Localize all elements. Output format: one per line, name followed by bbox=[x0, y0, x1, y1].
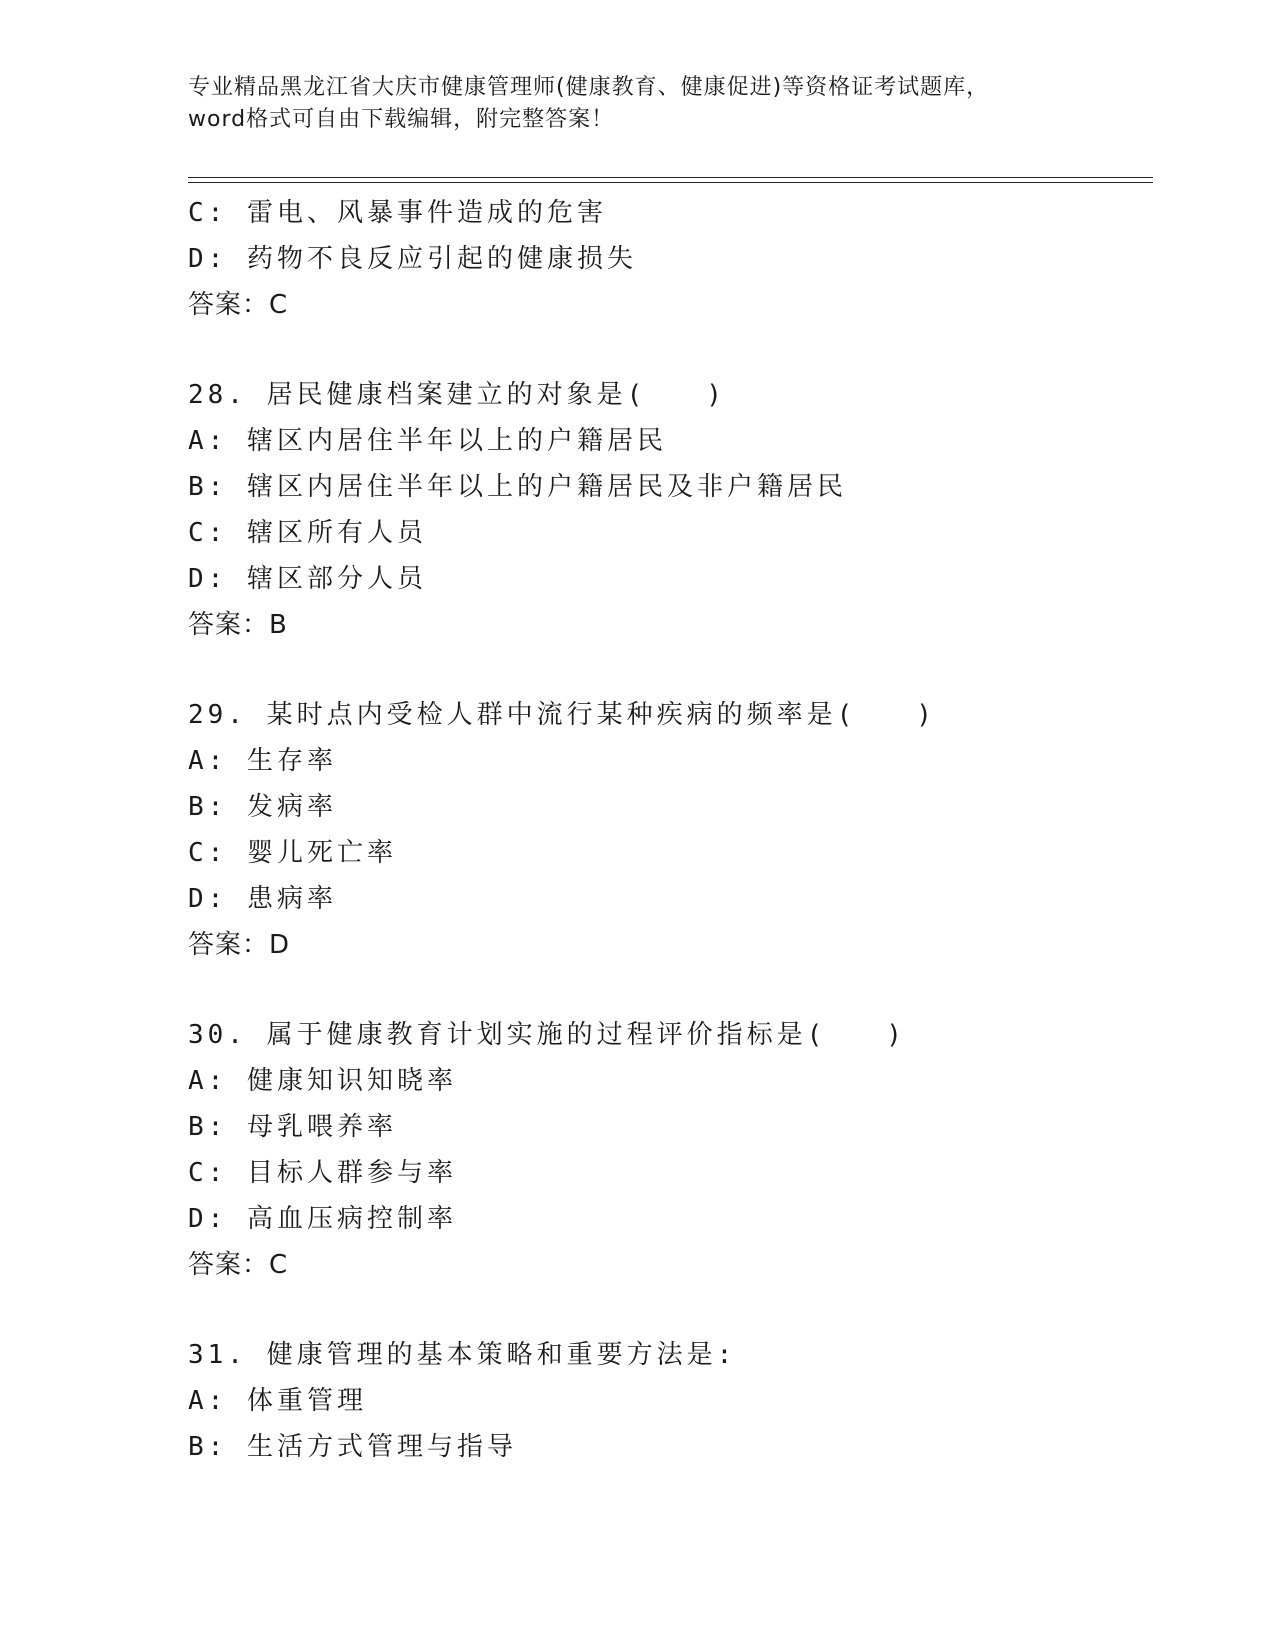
question-text: 31. 健康管理的基本策略和重要方法是: bbox=[188, 1340, 737, 1370]
option-c: C: 雷电、风暴事件造成的危害 bbox=[188, 198, 607, 228]
question-30 bbox=[188, 1012, 1148, 1288]
option-a: A: 辖区内居住半年以上的户籍居民 bbox=[188, 426, 667, 456]
option-a: A: 生存率 bbox=[188, 746, 337, 776]
option-b: B: 生活方式管理与指导 bbox=[188, 1432, 517, 1462]
answer-line: 答案：B bbox=[188, 610, 288, 640]
option-a: A: 体重管理 bbox=[188, 1386, 367, 1416]
header-title-line-2: word格式可自由下载编辑，附完整答案！ bbox=[188, 107, 615, 132]
question-list bbox=[188, 190, 1148, 1470]
option-d: D: 高血压病控制率 bbox=[188, 1204, 457, 1234]
option-b: B: 母乳喂养率 bbox=[188, 1112, 397, 1142]
header-divider-bottom bbox=[188, 182, 1153, 183]
spacer bbox=[188, 648, 1148, 692]
answer-line: 答案：C bbox=[188, 290, 289, 320]
question-31 bbox=[188, 1332, 1148, 1470]
option-c: C: 辖区所有人员 bbox=[188, 518, 427, 548]
option-d: D: 药物不良反应引起的健康损失 bbox=[188, 244, 637, 274]
spacer bbox=[188, 328, 1148, 372]
question-27-continued bbox=[188, 190, 1148, 328]
spacer bbox=[188, 968, 1148, 1012]
option-b: B: 发病率 bbox=[188, 792, 337, 822]
document-header bbox=[188, 72, 1088, 136]
answer-line: 答案：C bbox=[188, 1250, 289, 1280]
option-c: C: 目标人群参与率 bbox=[188, 1158, 457, 1188]
header-divider-top bbox=[188, 177, 1153, 178]
question-29 bbox=[188, 692, 1148, 968]
question-text: 30. 属于健康教育计划实施的过程评价指标是( ) bbox=[188, 1020, 906, 1050]
question-text: 28. 居民健康档案建立的对象是( ) bbox=[188, 380, 726, 410]
question-28 bbox=[188, 372, 1148, 648]
option-c: C: 婴儿死亡率 bbox=[188, 838, 397, 868]
header-title-line-1: 专业精品黑龙江省大庆市健康管理师(健康教育、健康促进)等资格证考试题库， bbox=[188, 75, 990, 100]
answer-line: 答案：D bbox=[188, 930, 291, 960]
option-d: D: 患病率 bbox=[188, 884, 337, 914]
spacer bbox=[188, 1288, 1148, 1332]
question-text: 29. 某时点内受检人群中流行某种疾病的频率是( ) bbox=[188, 700, 936, 730]
option-b: B: 辖区内居住半年以上的户籍居民及非户籍居民 bbox=[188, 472, 847, 502]
option-a: A: 健康知识知晓率 bbox=[188, 1066, 457, 1096]
option-d: D: 辖区部分人员 bbox=[188, 564, 427, 594]
